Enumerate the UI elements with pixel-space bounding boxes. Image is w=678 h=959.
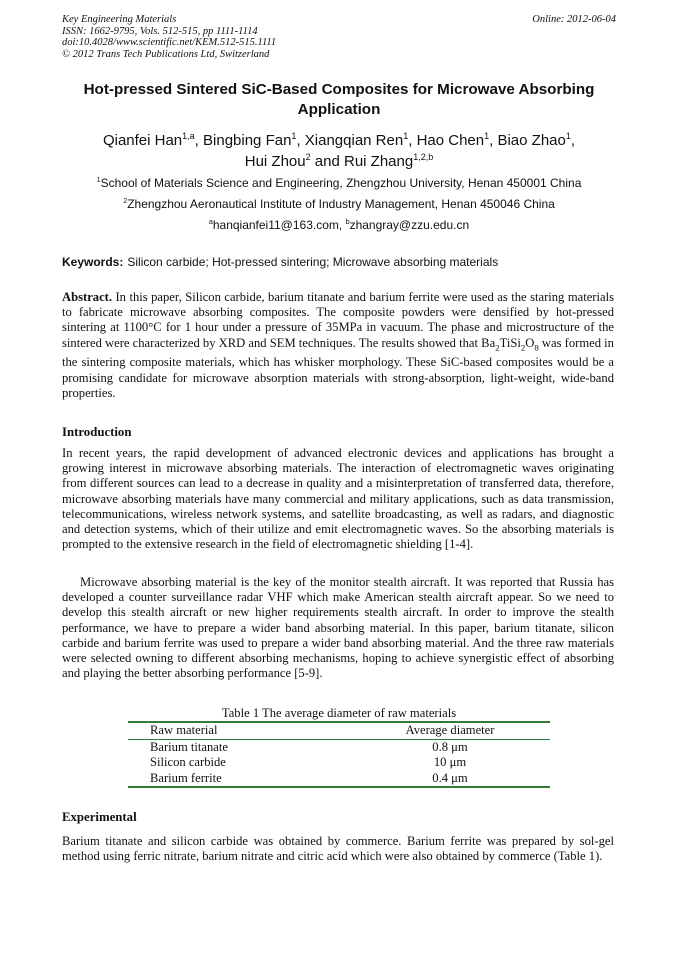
author-emails xyxy=(62,218,616,232)
author-separator: , xyxy=(570,132,576,149)
email-link[interactable]: hanqianfei11@163.com, xyxy=(212,218,346,232)
author-name: Biao Zhao xyxy=(497,132,566,149)
author-superscript: 1,2,b xyxy=(413,152,434,162)
issn-line: ISSN: 1662-9795, Vols. 512-515, pp 1111-1114 xyxy=(62,25,258,37)
table-row xyxy=(128,739,550,755)
formula-subscript: 2 xyxy=(495,342,500,353)
author-separator: , xyxy=(408,132,417,149)
formula-subscript: 2 xyxy=(520,342,526,353)
table-cell: 0.4 μm xyxy=(432,770,468,785)
abstract-text: was formed in the sintering composite materials, which has whisker morphology. These SiC-based composites would be a promising candidate for microwave absorption materials with strong-absorption, light-weight, wide-band properties. xyxy=(62,335,614,400)
journal-name: Key Engineering Materials xyxy=(62,14,177,25)
affiliation-superscript: 2 xyxy=(123,196,128,205)
formula-part: O xyxy=(525,335,535,350)
table-cell: Silicon carbide xyxy=(150,755,226,770)
table-caption: Table 1 The average diameter of raw materials xyxy=(221,706,457,720)
table-cell: Barium ferrite xyxy=(150,770,222,785)
raw-materials-table xyxy=(128,721,550,788)
author-separator: , xyxy=(296,132,305,149)
affiliation-2 xyxy=(62,197,616,211)
online-date: Online: 2012-06-04 xyxy=(532,14,616,25)
copyright-line: © 2012 Trans Tech Publications Ltd, Switzerland xyxy=(62,48,270,60)
affiliation-1 xyxy=(62,176,616,190)
author-superscript: 1,a xyxy=(182,131,195,141)
affiliation-superscript: 1 xyxy=(96,175,101,184)
affiliation-text: School of Materials Science and Engineering, Zhengzhou University, Henan 450001 China xyxy=(100,176,582,190)
paper-title xyxy=(62,80,616,119)
keywords-line xyxy=(62,255,498,269)
introduction-paragraph-1: In recent years, the rapid development of advanced electronic devices and applications has brought a growing interest in microwave absorbing materials. The interaction of electromagnetic waves originating from different sources can lead to a decrease in quality and a misinterpretation of transferred data, therefore, microwave absorbing materials have many commercial and military applications, such as data transmission, telecommunications, wireless network systems, and satellite broadcasting, as well as radars, and diagnostic and detection systems, which of their utilize and emit electromagnetic waves. So the absorbing materials is prompted to the extensive research in the field of electromagnetic shielding [1-4]. xyxy=(62,446,614,552)
email-superscript: b xyxy=(345,217,350,226)
formula-subscript: 8 xyxy=(534,342,539,353)
author-list xyxy=(62,130,616,172)
author-superscript: 1 xyxy=(565,131,571,141)
table-header-row xyxy=(128,722,550,739)
author-name: Hao Chen xyxy=(416,132,485,149)
abstract-label: Abstract. xyxy=(62,290,113,304)
doi-line[interactable]: doi:10.4028/www.scientific.net/KEM.512-515.1111 xyxy=(62,37,277,49)
author-and: and xyxy=(310,153,344,170)
author-separator: , xyxy=(489,132,498,149)
title-line-1: Hot-pressed Sintered SiC-Based Composites for Microwave Absorbing xyxy=(83,81,595,98)
table-row xyxy=(128,755,550,771)
formula-part: Ba xyxy=(481,335,496,350)
author-name: Qianfei Han xyxy=(102,132,183,149)
author-superscript: 2 xyxy=(305,152,311,162)
author-separator: , xyxy=(194,132,204,149)
table-cell: 10 μm xyxy=(433,755,467,770)
introduction-paragraph-2: Microwave absorbing material is the key of the monitor stealth aircraft. It was reported that Russia has developed a counter surveillance radar VHF which make American stealth aircraft appear. So we need to develop this stealth aircraft or new higher requirements stealth aircraft. In order to improve the stealth performance, we have to prepare a wider band absorbing material. In this paper, barium titanate, silicon carbide and barium ferrite was used to prepare a wider band absorbing material. And the three raw materials were selected owning to different absorbing mechanisms, hoping to achieve synergistic effect of absorbing and playing the better absorbing performance [5-9]. xyxy=(62,575,614,681)
author-name: Xiangqian Ren xyxy=(304,132,404,149)
author-name: Rui Zhang xyxy=(344,153,414,170)
email-link[interactable]: zhangray@zzu.edu.cn xyxy=(349,218,470,232)
abstract-paragraph xyxy=(62,290,614,401)
table-row xyxy=(128,771,550,788)
abstract-text: In this paper, Silicon carbide, barium titanate and barium ferrite were used as the staring materials to fabricate microwave absorbing composites. The composite powders were densified by hot-pressed sintering at 1100°C for 1 hour under a pressure of 35MPa in vacuum. The phase and microstructure of the sintered were characterized by XRD and SEM techniques. The results showed that xyxy=(62,290,614,350)
keywords-text: Silicon carbide; Hot-pressed sintering; Microwave absorbing materials xyxy=(127,255,499,269)
experimental-heading: Experimental xyxy=(62,810,137,824)
keywords-label: Keywords: xyxy=(62,255,124,269)
journal-header xyxy=(62,14,276,60)
introduction-heading: Introduction xyxy=(62,425,132,439)
experimental-paragraph-1: Barium titanate and silicon carbide was obtained by commerce. Barium ferrite was prepared by sol-gel method using ferric nitrate, barium nitrate and citric acid which were also obtained by commerce (Table 1). xyxy=(62,834,614,864)
table-cell: 0.8 μm xyxy=(432,739,468,754)
title-line-2: Application xyxy=(297,100,381,118)
column-header: Raw material xyxy=(150,723,218,738)
author-superscript: 1 xyxy=(403,131,409,141)
column-header: Average diameter xyxy=(405,723,495,738)
affiliation-text: Zhengzhou Aeronautical Institute of Industry Management, Henan 450046 China xyxy=(127,197,555,211)
email-superscript: a xyxy=(208,217,213,226)
table-cell: Barium titanate xyxy=(150,739,228,754)
author-superscript: 1 xyxy=(291,131,297,141)
author-name: Hui Zhou xyxy=(244,153,306,170)
formula-part: TiSi xyxy=(499,335,521,350)
author-name: Bingbing Fan xyxy=(203,132,292,149)
author-superscript: 1 xyxy=(484,131,490,141)
